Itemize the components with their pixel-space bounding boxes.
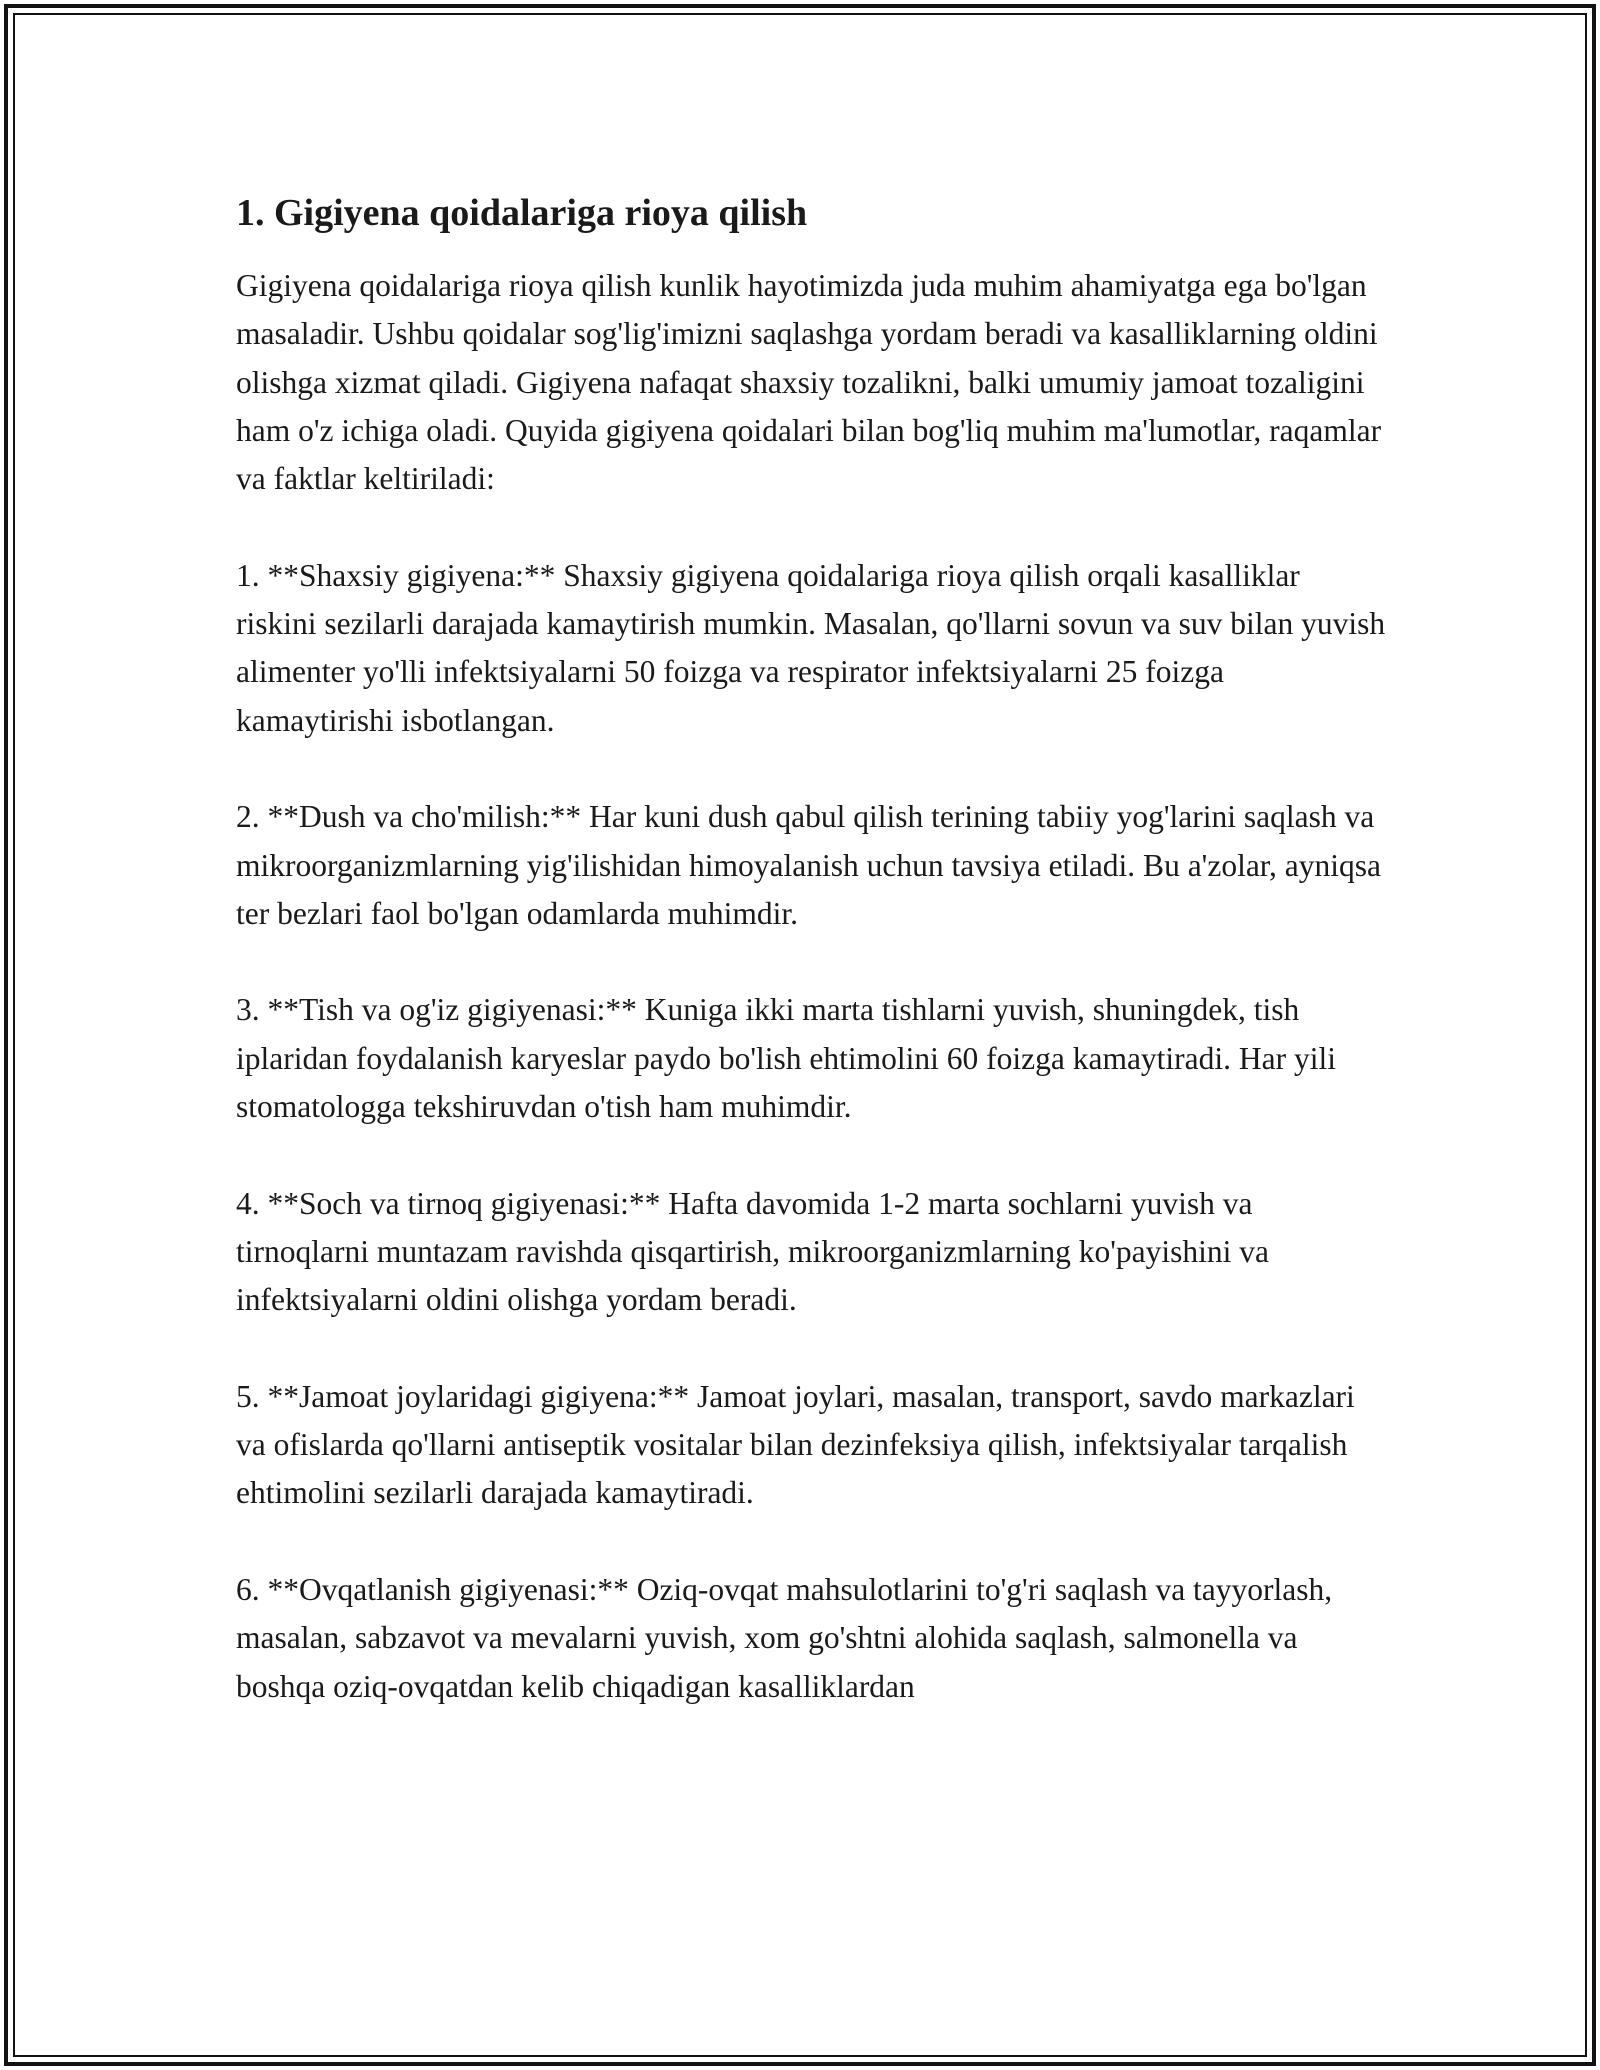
list-item-hair-nail-hygiene: 4. **Soch va tirnoq gigiyenasi:** Hafta davomida 1-2 marta sochlarni yuvish va tirnoqlarni muntazam ravishda qisqartirish, mikroorganizmlarning ko'payishini va infektsiyalarni oldini olishga yordam beradi.: [236, 1185, 1269, 1318]
intro-paragraph: Gigiyena qoidalariga rioya qilish kunlik hayotimizda juda muhim ahamiyatga ega bo'lgan masaladir. Ushbu qoidalar sog'lig'imizni saqlashga yordam beradi va kasalliklarning oldini olishga xizmat qiladi. Gigiyena nafaqat shaxsiy tozalikni, balki umumiy jamoat tozaligini ham o'z ichiga oladi. Quyida gigiyena qoidalari bilan bog'liq muhim ma'lumotlar, raqamlar va faktlar keltiriladi:: [236, 268, 1382, 497]
list-item-food-hygiene: 6. **Ovqatlanish gigiyenasi:** Oziq-ovqat mahsulotlarini to'g'ri saqlash va tayyorlash, masalan, sabzavot va mevalarni yuvish, xom go'shtni alohida saqlash, salmonella va boshqa oziq-ovqatdan kelib chiqadigan kasalliklardan: [236, 1572, 1333, 1704]
list-item-shower-bathing: 2. **Dush va cho'milish:** Har kuni dush qabul qilish terining tabiiy yog'larini saqlash va mikroorganizmlarning yig'ilishidan himoyalanish uchun tavsiya etiladi. Bu a'zolar, ayniqsa ter bezlari faol bo'lgan odamlarda muhimdir.: [236, 799, 1382, 931]
list-item-public-hygiene: 5. **Jamoat joylaridagi gigiyena:** Jamoat joylari, masalan, transport, savdo markazlari va ofislarda qo'llarni antiseptik vositalar bilan dezinfeksiya qilish, infektsiyalar tarqalish ehtimolini sezilarli darajada kamaytiradi.: [236, 1378, 1355, 1511]
list-item-dental-hygiene: 3. **Tish va og'iz gigiyenasi:** Kuniga ikki marta tishlarni yuvish, shuningdek, tish iplaridan foydalanish karyeslar paydo bo'lish ehtimolini 60 foizga kamaytiradi. Har yili stomatologga tekshiruvdan o'tish ham muhimdir.: [236, 992, 1337, 1125]
document-body: [236, 188, 1386, 1711]
document-title: 1. Gigiyena qoidalariga rioya qilish: [236, 192, 808, 234]
list-item-personal-hygiene: 1. **Shaxsiy gigiyena:** Shaxsiy gigiyena qoidalariga rioya qilish orqali kasalliklar riskini sezilarli darajada kamaytirish mumkin. Masalan, qo'llarni sovun va suv bilan yuvish alimenter yo'lli infektsiyalarni 50 foizga va respirator infektsiyalarni 25 foizga kamaytirishi isbotlangan.: [236, 557, 1386, 738]
